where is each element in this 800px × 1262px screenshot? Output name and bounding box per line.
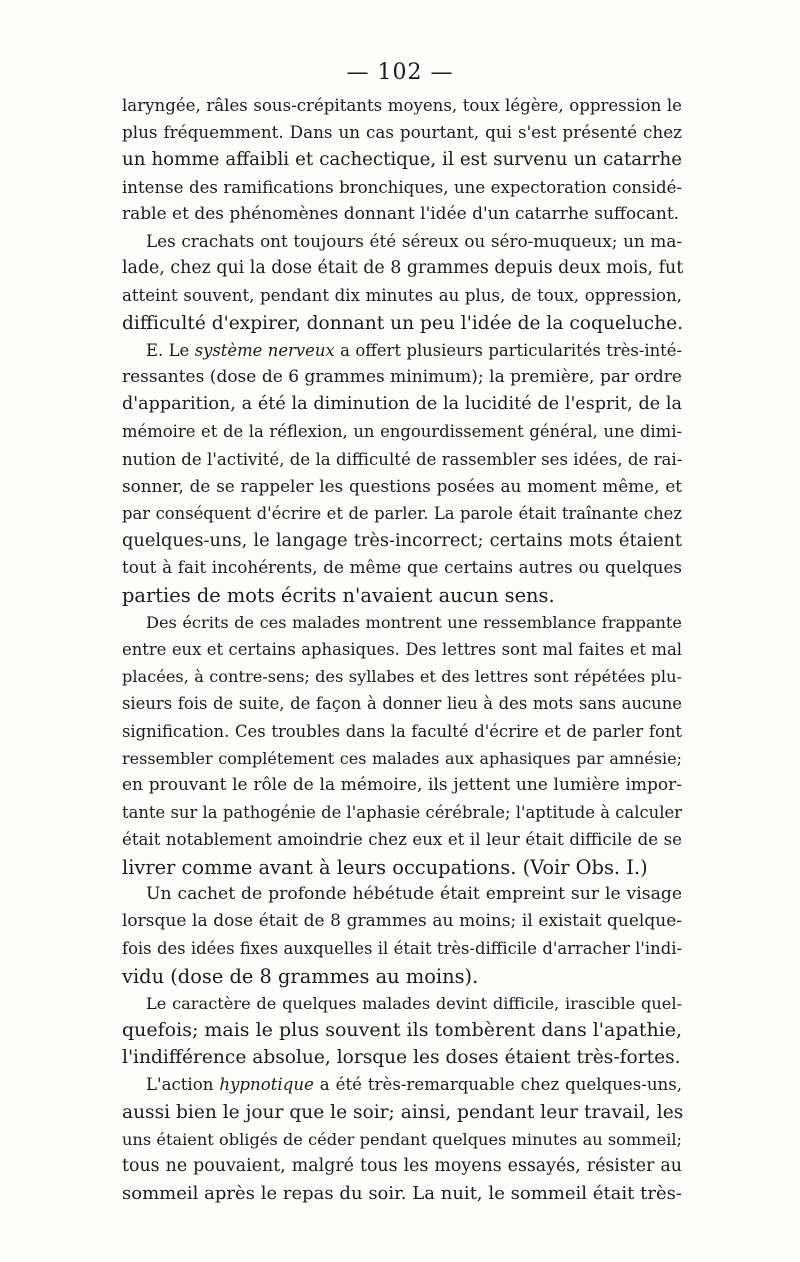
- text-line: d'apparition, a été la diminution de la lucidité de l'esprit, de la: [122, 394, 682, 415]
- text-line: Des écrits de ces malades montrent une ressemblance frappante: [146, 612, 682, 632]
- text-line: rable et des phénomènes donnant l'idée d'un catarrhe suffocant.: [122, 203, 680, 224]
- text-line: intense des ramifications bronchiques, une expectoration considé-: [122, 177, 682, 197]
- text-line: difficulté d'expirer, donnant un peu l'idée de la coqueluche.: [122, 312, 684, 334]
- text-line: atteint souvent, pendant dix minutes au plus, de toux, oppression,: [122, 286, 682, 306]
- text-line: lade, chez qui la dose était de 8 grammes depuis deux mois, fut: [122, 258, 684, 279]
- text-line: ressembler complétement ces malades aux aphasiques par amnésie;: [122, 748, 682, 768]
- text-line: mémoire et de la réflexion, un engourdissement général, une dimi-: [122, 422, 682, 442]
- paragraph-7: [122, 1071, 682, 1207]
- text-line: était notablement amoindrie chez eux et il leur était difficile de se: [122, 830, 682, 850]
- text-line: ressantes (dose de 6 grammes minimum); la première, par ordre: [122, 367, 682, 388]
- text-line: l'indifférence absolue, lorsque les doses étaient très-fortes.: [122, 1047, 681, 1069]
- italic-term: hypnotique: [219, 1075, 314, 1095]
- text-line: parties de mots écrits n'avaient aucun sens.: [122, 583, 555, 607]
- body-text: [122, 92, 682, 1207]
- text-line: Les crachats ont toujours été séreux ou séro-muqueux; un ma-: [146, 231, 682, 252]
- text-line: nution de l'activité, de la difficulté de rassembler ses idées, de rai-: [122, 449, 683, 469]
- paragraph-2: [122, 228, 682, 337]
- text-line: laryngée, râles sous-crépitants moyens, toux légère, oppression le: [122, 96, 682, 115]
- text-line: placées, à contre-sens; des syllabes et des lettres sont répétées plu-: [122, 667, 682, 687]
- text-line: tous ne pouvaient, malgré tous les moyens essayés, résister au: [122, 1155, 682, 1176]
- italic-term: système nerveux: [194, 340, 335, 360]
- text-line: Un cachet de profonde hébétude était empreint sur le visage: [146, 883, 682, 904]
- text-line: aussi bien le jour que le soir; ainsi, pendant leur travail, les: [122, 1101, 684, 1123]
- paragraph-1: [122, 92, 682, 228]
- text-line: livrer comme avant à leurs occupations. (Voir Obs. I.): [122, 855, 648, 879]
- text-line: quelques-uns, le langage très-incorrect; certains mots étaient: [122, 530, 682, 552]
- text-line: lorsque la dose était de 8 grammes au moins; il existait quelque-: [122, 911, 682, 932]
- text-line: fois des idées fixes auxquelles il était très-difficile d'arracher l'indi-: [122, 939, 682, 959]
- text-line: signification. Ces troubles dans la faculté d'écrire et de parler font: [122, 721, 682, 741]
- text-line: en prouvant le rôle de la mémoire, ils jettent une lumière impor-: [122, 775, 682, 796]
- paragraph-4: [122, 609, 682, 881]
- text-line: tout à fait incohérents, de même que certains autres ou quelques: [122, 557, 682, 578]
- text-line: plus fréquemment. Dans un cas pourtant, qui s'est présenté chez: [122, 122, 682, 143]
- text-line: sonner, de se rappeler les questions posées au moment même, et: [122, 475, 682, 496]
- text-line: vidu (dose de 8 grammes au moins).: [122, 964, 479, 988]
- text-line: un homme affaibli et cachectique, il est survenu un catarrhe: [122, 149, 682, 171]
- paragraph-5: [122, 881, 682, 990]
- text-line: par conséquent d'écrire et de parler. La parole était traînante chez: [122, 504, 682, 524]
- text-line: sieurs fois de suite, de façon à donner lieu à des mots sans aucune: [122, 694, 682, 714]
- text-line: entre eux et certains aphasiques. Des lettres sont mal faites et mal: [122, 640, 682, 660]
- text-line: L'action hypnotique a été très-remarquable chez quelques-uns,: [146, 1075, 682, 1095]
- page-number: — 102 —: [346, 60, 454, 85]
- text-line: uns étaient obligés de céder pendant quelques minutes au sommeil;: [122, 1129, 682, 1149]
- text-line: E. Le système nerveux a offert plusieurs particularités très-inté-: [146, 340, 682, 360]
- paragraph-6: [122, 990, 682, 1072]
- text-line: sommeil après le repas du soir. La nuit, le sommeil était très-: [122, 1183, 682, 1205]
- text-line: quefois; mais le plus souvent ils tombèrent dans l'apathie,: [122, 1018, 683, 1041]
- paragraph-3: [122, 337, 682, 609]
- text-line: Le caractère de quelques malades devint difficile, irascible quel-: [146, 993, 682, 1013]
- text-line: tante sur la pathogénie de l'aphasie cérébrale; l'aptitude à calculer: [122, 803, 682, 823]
